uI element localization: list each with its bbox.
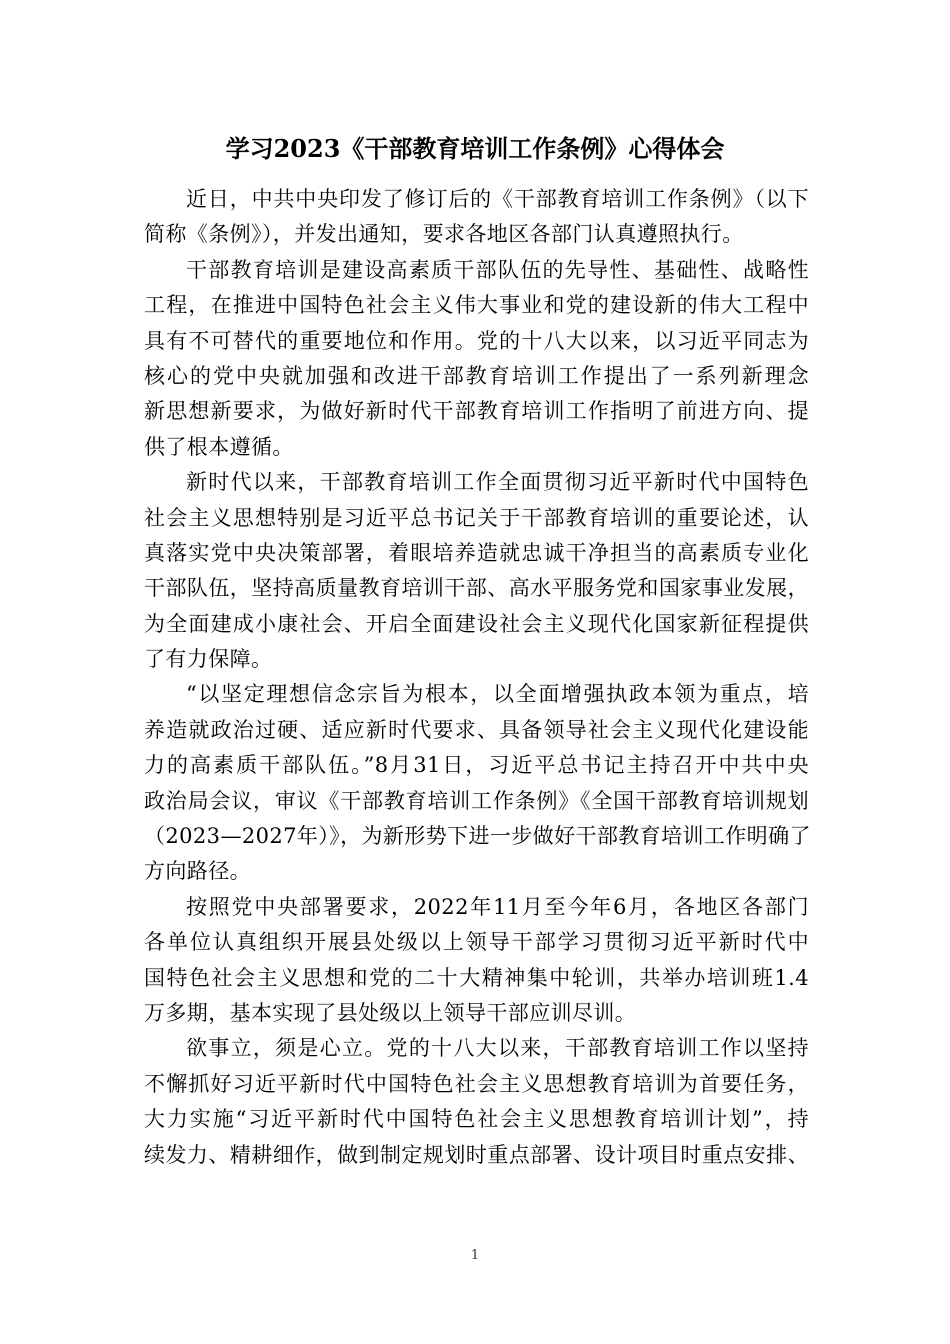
text-line: 了有力保障。	[144, 647, 273, 672]
text-line: （2023—2027年）》，为新形势下进一步做好干部教育培训工作明确了	[144, 824, 811, 849]
text-line: 政治局会议，审议《干部教育培训工作条例》《全国干部教育培训规划	[144, 788, 809, 813]
paragraph	[144, 253, 809, 465]
text-line: 大力实施“习近平新时代中国特色社会主义思想教育培训计划”，持	[144, 1107, 809, 1132]
text-line: “以坚定理想信念宗旨为根本，以全面增强执政本领为重点，培	[186, 682, 809, 707]
text-line: 欲事立，须是心立。党的十八大以来，干部教育培训工作以坚持	[186, 1036, 809, 1061]
text-line: 不懈抓好习近平新时代中国特色社会主义思想教育培训为首要任务，	[144, 1071, 809, 1096]
text-line: 万多期，基本实现了县处级以上领导干部应训尽训。	[144, 1000, 637, 1025]
page-number: 1	[470, 1248, 480, 1263]
text-line: 干部队伍，坚持高质量教育培训干部、高水平服务党和国家事业发展，	[144, 576, 809, 601]
text-line: 真落实党中央决策部署，着眼培养造就忠诚干净担当的高素质专业化	[144, 540, 809, 565]
text-line: 为全面建成小康社会、开启全面建设社会主义现代化国家新征程提供	[144, 611, 809, 636]
paragraph	[144, 182, 809, 253]
paragraph	[144, 890, 809, 1032]
text-line: 社会主义思想特别是习近平总书记关于干部教育培训的重要论述，认	[144, 505, 809, 530]
text-line: 干部教育培训是建设高素质干部队伍的先导性、基础性、战略性	[186, 257, 809, 282]
text-line: 力的高素质干部队伍。”8月31日，习近平总书记主持召开中共中央	[144, 753, 809, 778]
text-line: 新思想新要求，为做好新时代干部教育培训工作指明了前进方向、提	[144, 399, 809, 424]
text-line: 具有不可替代的重要地位和作用。党的十八大以来，以习近平同志为	[144, 328, 809, 353]
text-line: 各单位认真组织开展县处级以上领导干部学习贯彻习近平新时代中	[144, 930, 809, 955]
paragraph	[144, 465, 809, 677]
document-title: 学习2023《干部教育培训工作条例》心得体会	[225, 134, 725, 163]
document-body	[144, 182, 809, 1173]
paragraph	[144, 677, 809, 889]
text-line: 方向路径。	[144, 859, 251, 884]
text-line: 供了根本遵循。	[144, 434, 294, 459]
text-line: 续发力、精耕细作，做到制定规划时重点部署、设计项目时重点安排、	[144, 1142, 809, 1167]
text-line: 按照党中央部署要求，2022年11月至今年6月，各地区各部门	[186, 894, 809, 919]
text-line: 工程，在推进中国特色社会主义伟大事业和党的建设新的伟大工程中	[144, 293, 809, 318]
text-line: 简称《条例》），并发出通知，要求各地区各部门认真遵照执行。	[144, 222, 744, 247]
text-line: 新时代以来，干部教育培训工作全面贯彻习近平新时代中国特色	[186, 470, 809, 495]
text-line: 国特色社会主义思想和党的二十大精神集中轮训，共举办培训班1.4	[144, 965, 809, 990]
text-line: 核心的党中央就加强和改进干部教育培训工作提出了一系列新理念	[144, 363, 809, 388]
text-line: 近日，中共中央印发了修订后的《干部教育培训工作条例》（以下	[186, 187, 809, 211]
paragraph	[144, 1031, 809, 1173]
text-line: 养造就政治过硬、适应新时代要求、具备领导社会主义现代化建设能	[144, 717, 809, 742]
